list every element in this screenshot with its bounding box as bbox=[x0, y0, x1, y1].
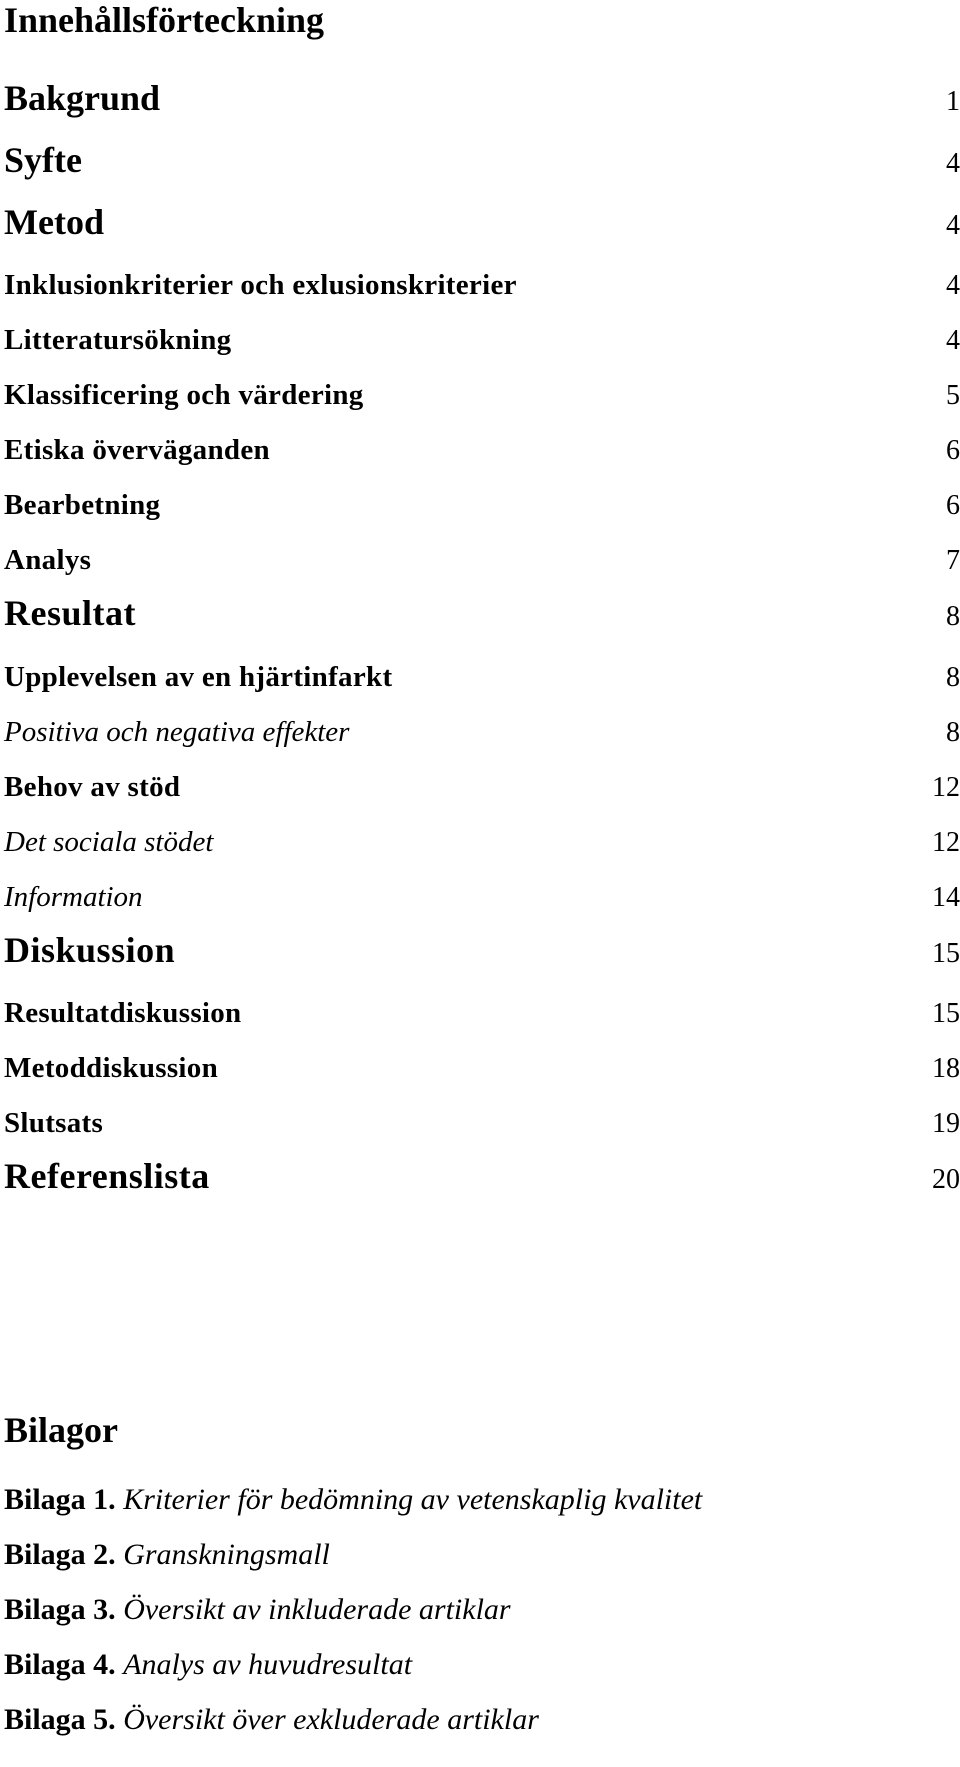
appendix-number: Bilaga 4. bbox=[4, 1648, 116, 1681]
toc-entry bbox=[0, 204, 960, 248]
toc-entry bbox=[0, 821, 960, 865]
toc-entry-label: Det sociala stödet bbox=[4, 826, 214, 858]
appendix-number: Bilaga 3. bbox=[4, 1593, 116, 1626]
toc-entry-page: 15 bbox=[932, 998, 960, 1029]
toc-entry-page: 4 bbox=[946, 270, 960, 301]
toc-entry-label: Diskussion bbox=[4, 930, 176, 970]
toc-entry bbox=[0, 766, 960, 810]
appendix-number: Bilaga 2. bbox=[4, 1538, 116, 1571]
toc-entry-label: Referenslista bbox=[4, 1156, 210, 1196]
appendix-title: Kriterier för bedömning av vetenskaplig kvalitet bbox=[123, 1483, 703, 1516]
toc-entry-label: Bearbetning bbox=[4, 489, 161, 521]
toc-entry bbox=[0, 711, 960, 755]
appendix-number: Bilaga 1. bbox=[4, 1483, 116, 1516]
toc-entry bbox=[0, 1102, 960, 1146]
toc-entry-label: Behov av stöd bbox=[4, 771, 181, 803]
toc-entry-label: Etiska överväganden bbox=[4, 434, 270, 466]
appendix-title: Översikt över exkluderade artiklar bbox=[123, 1703, 539, 1736]
appendix-number: Bilaga 5. bbox=[4, 1703, 116, 1736]
toc-entry bbox=[0, 1047, 960, 1091]
toc-entry bbox=[0, 80, 960, 124]
toc-entry-page: 19 bbox=[932, 1108, 960, 1139]
toc-entry-label: Klassificering och värdering bbox=[4, 379, 364, 411]
toc-entry bbox=[0, 319, 960, 363]
appendix-item bbox=[4, 1482, 702, 1526]
toc-entry-page: 8 bbox=[946, 662, 960, 693]
toc-entry-label: Inklusionkriterier och exlusionskriterier bbox=[4, 269, 517, 301]
toc-entry-label: Analys bbox=[4, 544, 92, 576]
toc-entry-page: 15 bbox=[932, 938, 960, 969]
appendix-item bbox=[4, 1647, 412, 1691]
toc-title: Innehållsförteckning bbox=[4, 0, 325, 40]
toc-entry bbox=[0, 264, 960, 308]
appendix-title: Granskningsmall bbox=[123, 1538, 330, 1571]
toc-entry-page: 5 bbox=[946, 380, 960, 411]
toc-entry bbox=[0, 539, 960, 583]
toc-entry bbox=[0, 429, 960, 473]
toc-entry bbox=[0, 876, 960, 920]
toc-entry bbox=[0, 932, 960, 976]
toc-entry-label: Metod bbox=[4, 202, 104, 242]
toc-entry-label: Slutsats bbox=[4, 1107, 104, 1139]
toc-entry-label: Litteratursökning bbox=[4, 324, 232, 356]
toc-entry bbox=[0, 374, 960, 418]
toc-entry-page: 6 bbox=[946, 435, 960, 466]
toc-entry-page: 18 bbox=[932, 1053, 960, 1084]
toc-entry-page: 12 bbox=[932, 772, 960, 803]
toc-entry-label: Positiva och negativa effekter bbox=[4, 716, 350, 748]
toc-entry-label: Resultat bbox=[4, 593, 136, 633]
toc-entry bbox=[0, 484, 960, 528]
appendix-item bbox=[4, 1537, 330, 1581]
toc-entry-page: 4 bbox=[946, 148, 960, 179]
toc-entry-label: Upplevelsen av en hjärtinfarkt bbox=[4, 661, 393, 693]
appendix-title: Analys av huvudresultat bbox=[123, 1648, 413, 1681]
toc-entry bbox=[0, 992, 960, 1036]
appendix-item bbox=[4, 1702, 539, 1746]
toc-entry-page: 4 bbox=[946, 325, 960, 356]
toc-entry-label: Resultatdiskussion bbox=[4, 997, 242, 1029]
toc-entry-page: 8 bbox=[946, 601, 960, 632]
toc-entry bbox=[0, 656, 960, 700]
toc-entry-page: 14 bbox=[932, 882, 960, 913]
toc-entry-page: 7 bbox=[946, 545, 960, 576]
appendices-title: Bilagor bbox=[4, 1410, 118, 1450]
toc-entry-label: Information bbox=[4, 881, 143, 913]
toc-entry-page: 8 bbox=[946, 717, 960, 748]
toc-entry-label: Bakgrund bbox=[4, 78, 161, 118]
toc-entry-page: 12 bbox=[932, 827, 960, 858]
toc-entry-page: 1 bbox=[946, 86, 960, 117]
toc-entry-page: 4 bbox=[946, 210, 960, 241]
toc-entry-page: 6 bbox=[946, 490, 960, 521]
toc-entry-label: Metoddiskussion bbox=[4, 1052, 219, 1084]
toc-entry bbox=[0, 1158, 960, 1202]
appendix-item bbox=[4, 1592, 511, 1636]
toc-entry bbox=[0, 142, 960, 186]
appendix-title: Översikt av inkluderade artiklar bbox=[123, 1593, 511, 1626]
toc-entry bbox=[0, 595, 960, 639]
toc-entry-page: 20 bbox=[932, 1164, 960, 1195]
toc-entry-label: Syfte bbox=[4, 140, 82, 180]
